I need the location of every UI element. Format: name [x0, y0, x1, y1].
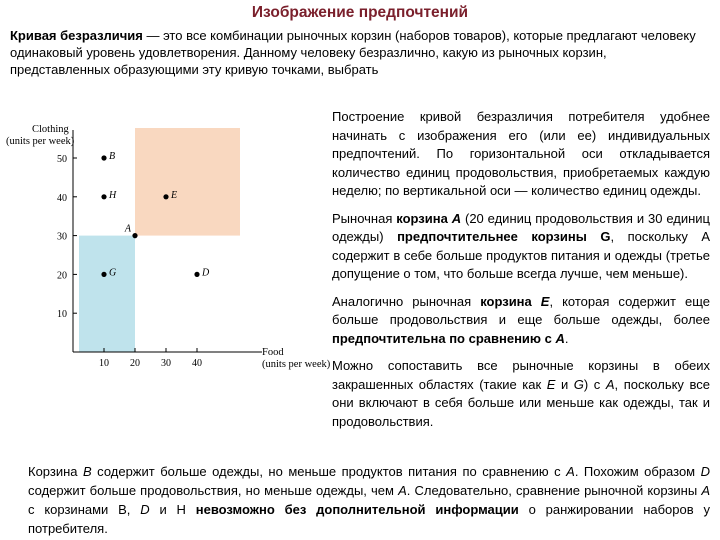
bottom-text-1: Корзина	[28, 464, 84, 479]
p2-bold-italic-a: А	[451, 210, 462, 226]
intro-term: Кривая безразличия	[10, 28, 143, 43]
basket-point-d	[194, 272, 199, 277]
p4-text-2: и	[555, 376, 574, 392]
y-axis-label-line1: Clothing	[32, 124, 69, 135]
bottom-italic-b: В	[83, 464, 92, 479]
bottom-italic-a: А	[566, 464, 575, 479]
p4-text-3: ) с	[583, 376, 606, 392]
basket-point-e	[163, 194, 168, 199]
y-axis-label-line2: (units per week)	[6, 136, 75, 147]
p3-bold-2: предпочтительна по сравнению с	[332, 330, 556, 346]
x-axis-label-line2: (units per week)	[262, 359, 330, 370]
bottom-text-7: и Н	[149, 502, 196, 517]
p4-text-1: Можно сопоставить все рыночные корзины в обеих закрашенных областях (такие как	[332, 358, 710, 392]
bottom-bold: невозможно без дополнительной информации	[195, 502, 519, 517]
bottom-text-2: содержит больше одежды, но меньше продуктов питания по сравнению с	[91, 464, 567, 479]
x-tick-label: 40	[192, 358, 202, 369]
basket-label-a: A	[124, 223, 131, 235]
y-tick-label: 20	[57, 270, 67, 282]
basket-label-b: B	[109, 151, 116, 162]
paragraph-basket-a	[332, 210, 710, 284]
p2-text-3: , поскольку А содержит в себе больше продуктов питания и одежды (третье допущение о том, что больше всегда лучше, чем меньше).	[332, 229, 710, 281]
x-tick-label: 30	[161, 358, 171, 369]
shaded-region-less-preferred	[79, 236, 135, 352]
y-tick-label: 30	[57, 231, 67, 243]
y-tick-label: 10	[57, 309, 67, 321]
p2-text-1: Рыночная	[332, 210, 397, 226]
bottom-italic-d2: D	[140, 502, 150, 517]
y-tick-label: 40	[57, 192, 67, 204]
bottom-text-8: о ранжировании наборов у потребителя.	[28, 502, 710, 536]
y-tick-label: 50	[57, 154, 67, 165]
p3-text-2: , которая содержит еще больше продовольствия и еще больше одежды, более	[332, 293, 711, 327]
p4-italic-a: А	[605, 376, 615, 392]
basket-label-h: H	[109, 189, 117, 201]
p3-bold-italic-e: Е	[540, 293, 550, 309]
bottom-text-5: . Следовательно, сравнение рыночной корзины	[406, 483, 702, 498]
intro-definition: — это все комбинации рыночных корзин (наборов товаров), которые предлагают человеку одинаковый уровень удовлетворения. Данному человеку безразлично, какую из рыночных корзин, представленных образующими эту кривую точками, выбрать	[10, 28, 696, 77]
bottom-paragraph	[28, 462, 710, 538]
indifference-chart	[0, 108, 330, 378]
bottom-text-3: . Похожим образом	[574, 464, 701, 479]
basket-label-e: E	[171, 189, 178, 201]
slide-title: Изображение предпочтений	[251, 4, 469, 21]
basket-point-h	[101, 194, 106, 199]
explanation-column	[332, 108, 710, 440]
x-axis-label-line1: Food	[262, 347, 284, 358]
p3-bold-italic-a: А	[555, 330, 565, 346]
basket-point-a	[132, 233, 137, 238]
basket-point-g	[101, 272, 106, 277]
p4-italic-e: Е	[546, 376, 556, 392]
bottom-italic-d: D	[700, 464, 710, 479]
basket-label-d: D	[202, 267, 210, 279]
basket-label-g: G	[109, 267, 117, 279]
paragraph-comparison	[332, 357, 710, 431]
intro-text	[10, 27, 710, 78]
p2-bold-2: предпочтительнее корзины G	[397, 229, 611, 244]
p2-text-2: (20 единиц продовольствия и 30 единиц одежды)	[332, 210, 710, 244]
p3-text-1: Аналогично рыночная	[332, 293, 481, 309]
bottom-text-6: с корзинами В,	[28, 502, 141, 517]
paragraph-basket-e	[332, 293, 710, 349]
p3-text-3: .	[564, 330, 569, 346]
chart-svg	[0, 108, 330, 378]
paragraph-construction: Построение кривой безразличия потребителя удобнее начинать с изображения его (или ее) индивидуальных предпочтений. По горизонтальной оси откладывается количество единиц продовольствия, приобретаемых каждую неделю; по вертикальной оси — количество единиц одежды.	[332, 109, 710, 198]
p2-bold-1: корзина	[396, 210, 452, 226]
basket-point-b	[101, 155, 106, 160]
p4-italic-g: G	[573, 376, 584, 392]
bottom-italic-a3: А	[701, 483, 710, 498]
x-tick-label: 10	[99, 358, 109, 369]
bottom-italic-a2: А	[398, 483, 407, 498]
x-tick-label: 20	[130, 358, 140, 369]
shaded-region-more-preferred	[135, 128, 240, 236]
p3-bold-1: корзина	[480, 293, 541, 309]
p4-text-4: , поскольку все они включают в себя больше или меньше как одежды, так и продовольствия.	[332, 376, 710, 429]
bottom-text-4: содержит больше продовольствия, но меньше одежды, чем	[28, 483, 399, 498]
